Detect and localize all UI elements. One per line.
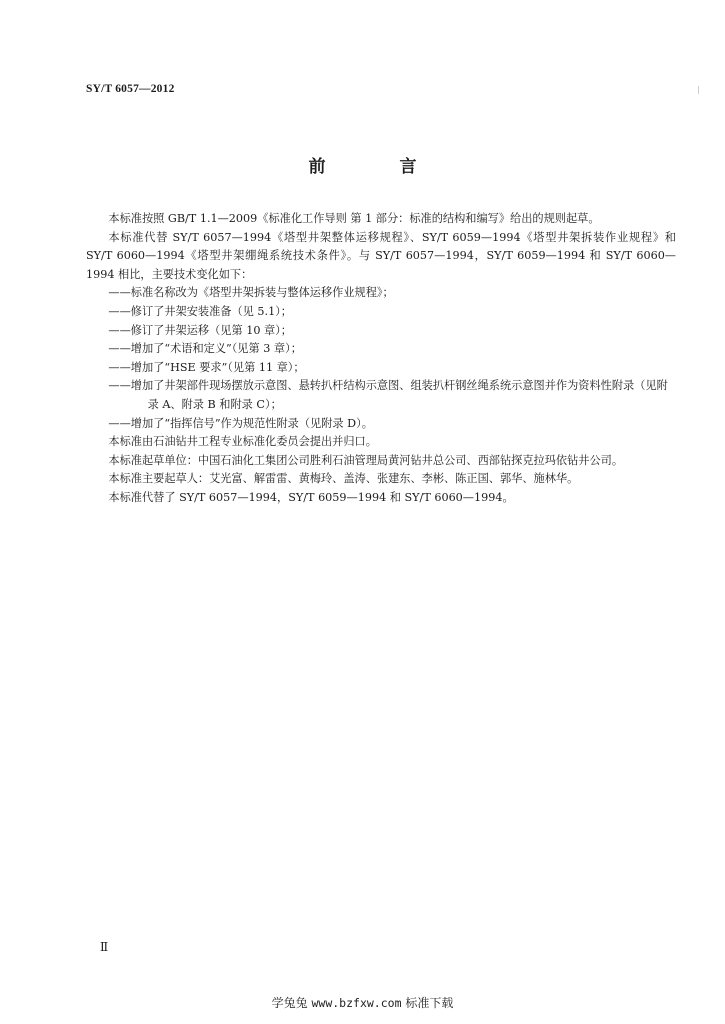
paragraph-replaced-standards: 本标准代替了 SY/T 6057—1994，SY/T 6059—1994 和 SY/T 6060—1994。 <box>108 490 514 504</box>
change-item-text: 增加了井架部件现场摆放示意图、悬转扒杆结构示意图、组装扒杆钢丝绳系统示意图并作为资料性附录（见附录 A、附录 B 和附录 C）； <box>130 379 668 411</box>
footer-suffix: 标准下载 <box>405 996 454 1010</box>
change-item-text: 标准名称改为《塔型井架拆装与整体运移作业规程》； <box>130 286 394 300</box>
change-item-text: 增加了“指挥信号”作为规范性附录（见附录 D）。 <box>130 416 373 430</box>
list-dash: —— <box>108 304 131 318</box>
change-item <box>108 322 676 341</box>
foreword-body <box>86 210 676 508</box>
paragraph-drafting-rule: 本标准按照 GB/T 1.1—2009《标准化工作导则 第 1 部分：标准的结构和编写》给出的规则起草。 <box>108 212 600 225</box>
list-dash: —— <box>108 360 131 374</box>
footer-url[interactable]: www.bzfxw.com <box>311 996 402 1010</box>
list-dash: —— <box>108 323 131 337</box>
change-item <box>108 340 676 359</box>
list-dash: —— <box>108 416 131 430</box>
list-dash: —— <box>108 342 131 356</box>
change-item-text: 增加了“术语和定义”（见第 3 章）； <box>130 342 302 356</box>
paragraph-drafters: 本标准主要起草人：艾光富、解雷雷、黄梅玲、盖涛、张建东、李彬、陈正国、郭华、施林华。 <box>108 472 579 486</box>
paragraph-proposer: 本标准由石油钻井工程专业标准化委员会提出并归口。 <box>108 435 377 449</box>
standard-code-header: SY/T 6057—2012 <box>86 83 175 95</box>
change-item <box>108 359 676 378</box>
page-number: Ⅱ <box>100 940 109 954</box>
change-item <box>108 303 676 322</box>
change-item-text: 修订了井架安装准备（见 5.1）； <box>130 304 292 318</box>
list-dash: —— <box>108 286 131 300</box>
footer-watermark <box>0 994 725 1011</box>
paragraph-drafting-units: 本标准起草单位：中国石油化工集团公司胜利石油管理局黄河钻井总公司、西部钻探克拉玛依钻井公司。 <box>108 453 624 467</box>
change-item <box>108 377 676 414</box>
list-dash: —— <box>108 379 131 393</box>
change-item-text: 增加了“HSE 要求”（见第 11 章）； <box>130 360 305 374</box>
scan-artifact <box>698 86 699 94</box>
change-item-text: 修订了井架运移（见第 10 章）； <box>130 323 292 337</box>
paragraph-replacement-summary: 本标准代替 SY/T 6057—1994《塔型井架整体运移规程》、SY/T 6059—1994《塔型井架拆装作业规程》和 SY/T 6060—1994《塔型井架绷绳系统技术条件》。与 SY/T 6057—1994，SY/T 6059—1994 和 SY/T 6060—1994 相比，主要技术变化如下： <box>86 230 676 281</box>
footer-site-name: 学兔兔 <box>271 996 308 1010</box>
page-title: 前 言 <box>308 157 451 177</box>
change-item <box>108 415 676 434</box>
change-item <box>108 284 676 303</box>
